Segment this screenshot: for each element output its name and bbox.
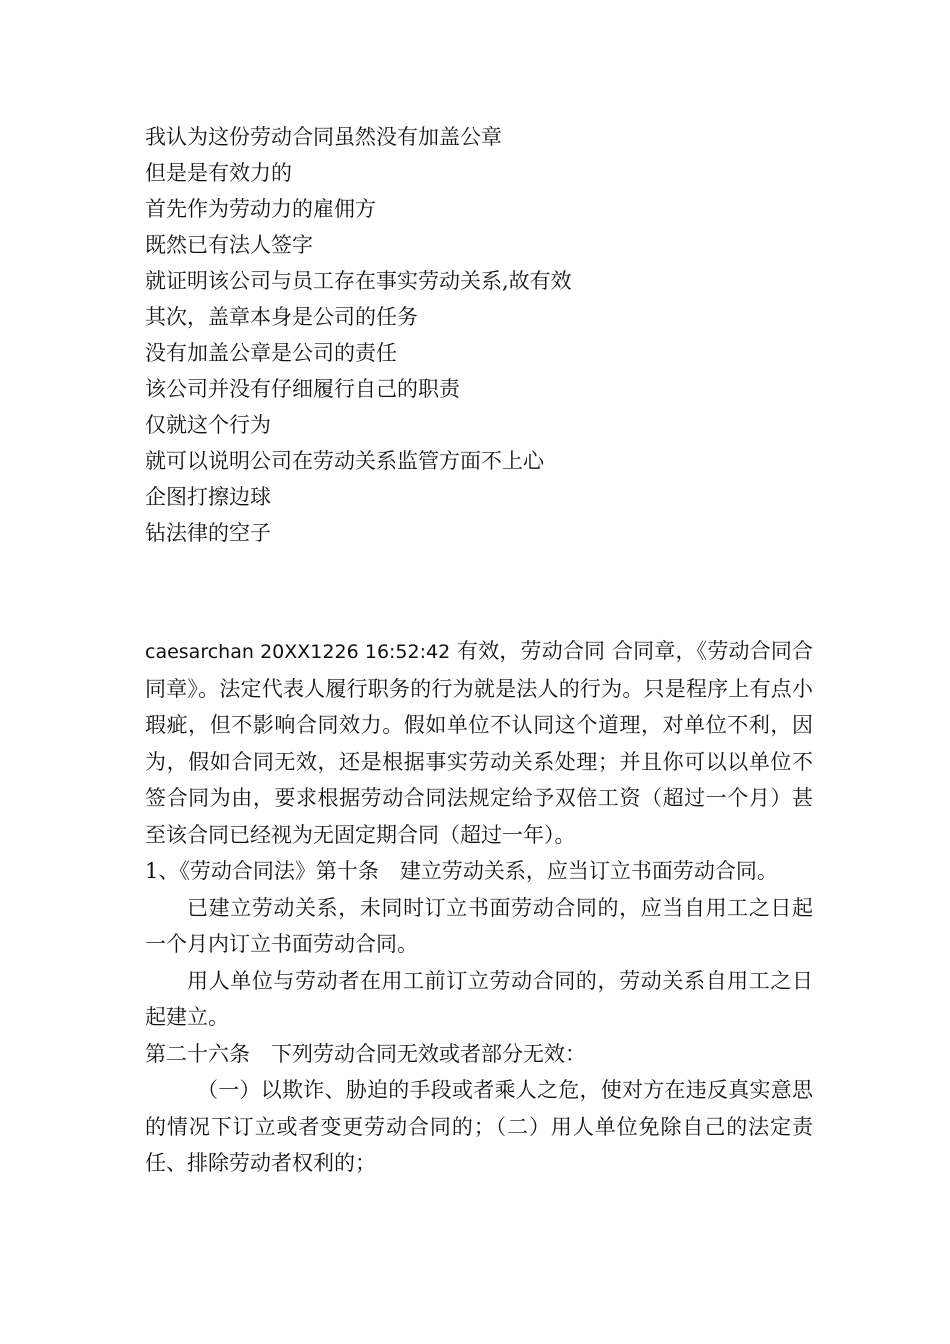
spacer <box>145 551 813 633</box>
article10-paragraph-1: 已建立劳动关系，未同时订立书面劳动合同的，应当自用工之日起一个月内订立书面劳动合同。 <box>145 895 813 956</box>
opinion-line: 但是是有效力的 <box>145 161 292 185</box>
opinion-line: 就可以说明公司在劳动关系监管方面不上心 <box>145 449 544 473</box>
opinion-line: 就证明该公司与员工存在事实劳动关系,故有效 <box>145 269 572 293</box>
reply-section <box>145 633 813 1182</box>
opinion-line: 该公司并没有仔细履行自己的职责 <box>145 377 460 401</box>
opinion-line: 没有加盖公章是公司的责任 <box>145 341 397 365</box>
opinion-line: 钻法律的空子 <box>145 521 271 545</box>
opinion-line: 既然已有法人签字 <box>145 233 313 257</box>
opinion-line: 我认为这份劳动合同虽然没有加盖公章 <box>145 125 502 149</box>
opinion-line: 仅就这个行为 <box>145 413 271 437</box>
reply-text: 有效，劳动合同 合同章，《劳动合同合同章》。法定代表人履行职务的行为就是法人的行为。只是程序上有点小瑕疵，但不影响合同效力。假如单位不认同这个道理，对单位不利，因为，假如合同无效，还是根据事实劳动关系处理；并且你可以以单位不签合同为由，要求根据劳动合同法规定给予双倍工资（超过一个月）甚至该合同已经视为无固定期合同（超过一年）。 <box>145 639 813 847</box>
article10-paragraph-2: 用人单位与劳动者在用工前订立劳动合同的，劳动关系自用工之日起建立。 <box>145 968 813 1029</box>
opinion-lines <box>145 119 813 551</box>
opinion-line: 其次，盖章本身是公司的任务 <box>145 305 418 329</box>
article26-heading: 第二十六条 下列劳动合同无效或者部分无效： <box>145 1041 586 1066</box>
opinion-line: 企图打擦边球 <box>145 485 271 509</box>
document-page <box>145 119 813 1182</box>
reply-author-time: caesarchan 20XX1226 16:52:42 <box>145 641 451 663</box>
article26-items: （一）以欺诈、胁迫的手段或者乘人之危，使对方在违反真实意思的情况下订立或者变更劳动合同的；（二）用人单位免除自己的法定责任、排除劳动者权利的； <box>145 1078 813 1175</box>
reply-paragraph <box>145 633 813 853</box>
article10-heading: 1、《劳动合同法》第十条 建立劳动关系，应当订立书面劳动合同。 <box>145 859 778 883</box>
opinion-line: 首先作为劳动力的雇佣方 <box>145 197 376 221</box>
